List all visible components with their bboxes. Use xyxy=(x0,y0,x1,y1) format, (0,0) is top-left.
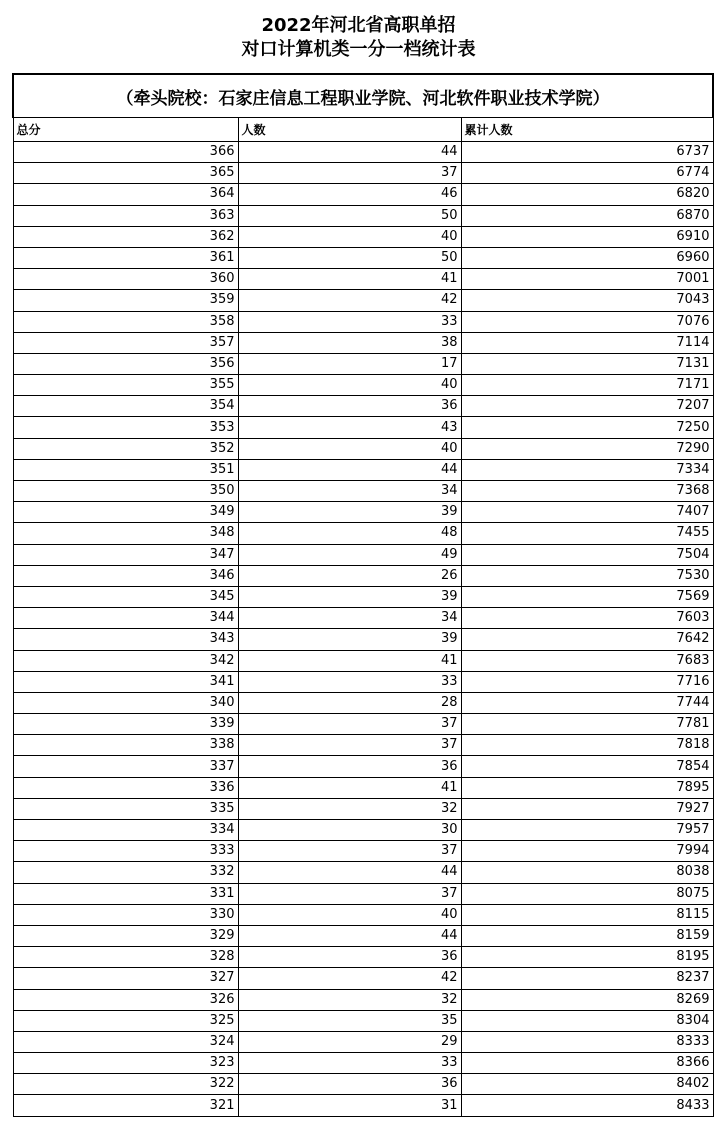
cell-count: 40 xyxy=(238,375,461,396)
cell-cumulative: 7114 xyxy=(461,332,713,353)
cell-count: 34 xyxy=(238,608,461,629)
cell-cumulative: 6820 xyxy=(461,184,713,205)
cell-cumulative: 8075 xyxy=(461,883,713,904)
cell-count: 40 xyxy=(238,226,461,247)
cell-count: 37 xyxy=(238,735,461,756)
cell-total-score: 322 xyxy=(13,1074,238,1095)
cell-count: 30 xyxy=(238,820,461,841)
cell-cumulative: 7250 xyxy=(461,417,713,438)
cell-total-score: 328 xyxy=(13,947,238,968)
cell-cumulative: 6774 xyxy=(461,163,713,184)
table-row xyxy=(13,989,713,1010)
cell-cumulative: 7131 xyxy=(461,353,713,374)
table-row xyxy=(13,820,713,841)
cell-cumulative: 7603 xyxy=(461,608,713,629)
cell-count: 50 xyxy=(238,205,461,226)
cell-count: 31 xyxy=(238,1095,461,1116)
cell-total-score: 330 xyxy=(13,904,238,925)
table-row xyxy=(13,756,713,777)
table-row xyxy=(13,735,713,756)
document-title xyxy=(0,14,717,62)
cell-cumulative: 7207 xyxy=(461,396,713,417)
table-row xyxy=(13,311,713,332)
cell-total-score: 327 xyxy=(13,968,238,989)
table-subtitle: （牵头院校：石家庄信息工程职业学院、河北软件职业技术学院） xyxy=(13,74,713,118)
table-row xyxy=(13,353,713,374)
cell-cumulative: 6870 xyxy=(461,205,713,226)
cell-count: 32 xyxy=(238,989,461,1010)
table-row xyxy=(13,163,713,184)
cell-count: 41 xyxy=(238,650,461,671)
cell-total-score: 358 xyxy=(13,311,238,332)
cell-count: 36 xyxy=(238,756,461,777)
cell-total-score: 324 xyxy=(13,1031,238,1052)
cell-cumulative: 7957 xyxy=(461,820,713,841)
cell-count: 39 xyxy=(238,629,461,650)
cell-total-score: 339 xyxy=(13,714,238,735)
cell-count: 38 xyxy=(238,332,461,353)
cell-count: 40 xyxy=(238,904,461,925)
cell-total-score: 332 xyxy=(13,862,238,883)
cell-count: 48 xyxy=(238,523,461,544)
cell-count: 41 xyxy=(238,777,461,798)
cell-count: 26 xyxy=(238,565,461,586)
table-row xyxy=(13,332,713,353)
table-row xyxy=(13,417,713,438)
title-line-2: 对口计算机类一分一档统计表 xyxy=(241,39,476,60)
cell-count: 33 xyxy=(238,1053,461,1074)
score-distribution-table xyxy=(12,73,714,1117)
cell-total-score: 365 xyxy=(13,163,238,184)
table-row xyxy=(13,904,713,925)
table-row xyxy=(13,862,713,883)
cell-cumulative: 8159 xyxy=(461,925,713,946)
cell-cumulative: 8115 xyxy=(461,904,713,925)
cell-total-score: 323 xyxy=(13,1053,238,1074)
cell-cumulative: 8304 xyxy=(461,1010,713,1031)
cell-count: 44 xyxy=(238,862,461,883)
table-row xyxy=(13,481,713,502)
table-row xyxy=(13,650,713,671)
cell-total-score: 357 xyxy=(13,332,238,353)
table-row xyxy=(13,269,713,290)
cell-total-score: 351 xyxy=(13,459,238,480)
cell-cumulative: 7001 xyxy=(461,269,713,290)
cell-count: 39 xyxy=(238,502,461,523)
cell-count: 42 xyxy=(238,290,461,311)
table-row xyxy=(13,692,713,713)
cell-cumulative: 7994 xyxy=(461,841,713,862)
cell-count: 40 xyxy=(238,438,461,459)
cell-cumulative: 8333 xyxy=(461,1031,713,1052)
table-row xyxy=(13,841,713,862)
cell-total-score: 346 xyxy=(13,565,238,586)
table-body xyxy=(13,142,713,1117)
cell-cumulative: 7076 xyxy=(461,311,713,332)
table-row xyxy=(13,247,713,268)
cell-cumulative: 6960 xyxy=(461,247,713,268)
cell-count: 32 xyxy=(238,798,461,819)
cell-count: 50 xyxy=(238,247,461,268)
cell-count: 37 xyxy=(238,841,461,862)
cell-cumulative: 7043 xyxy=(461,290,713,311)
cell-total-score: 363 xyxy=(13,205,238,226)
table-row xyxy=(13,883,713,904)
column-header-count: 人数 xyxy=(238,118,461,142)
cell-cumulative: 7744 xyxy=(461,692,713,713)
cell-count: 37 xyxy=(238,163,461,184)
cell-total-score: 359 xyxy=(13,290,238,311)
table-row xyxy=(13,184,713,205)
cell-count: 29 xyxy=(238,1031,461,1052)
cell-cumulative: 7504 xyxy=(461,544,713,565)
cell-count: 39 xyxy=(238,586,461,607)
table-row xyxy=(13,798,713,819)
cell-total-score: 364 xyxy=(13,184,238,205)
cell-total-score: 353 xyxy=(13,417,238,438)
cell-total-score: 333 xyxy=(13,841,238,862)
cell-cumulative: 7407 xyxy=(461,502,713,523)
cell-count: 35 xyxy=(238,1010,461,1031)
table-row xyxy=(13,205,713,226)
title-line-1: 2022年河北省高职单招 xyxy=(261,15,456,36)
cell-total-score: 338 xyxy=(13,735,238,756)
cell-total-score: 344 xyxy=(13,608,238,629)
cell-count: 49 xyxy=(238,544,461,565)
cell-total-score: 362 xyxy=(13,226,238,247)
cell-cumulative: 7368 xyxy=(461,481,713,502)
cell-count: 34 xyxy=(238,481,461,502)
cell-cumulative: 7530 xyxy=(461,565,713,586)
cell-cumulative: 7171 xyxy=(461,375,713,396)
cell-count: 44 xyxy=(238,142,461,163)
cell-count: 33 xyxy=(238,671,461,692)
cell-count: 36 xyxy=(238,396,461,417)
table-row xyxy=(13,396,713,417)
cell-cumulative: 8366 xyxy=(461,1053,713,1074)
cell-count: 44 xyxy=(238,925,461,946)
table-row xyxy=(13,1031,713,1052)
cell-count: 36 xyxy=(238,947,461,968)
table-row xyxy=(13,544,713,565)
cell-cumulative: 7716 xyxy=(461,671,713,692)
table-row xyxy=(13,142,713,163)
table-row xyxy=(13,1053,713,1074)
table-row xyxy=(13,1095,713,1116)
table-row xyxy=(13,925,713,946)
cell-cumulative: 6910 xyxy=(461,226,713,247)
cell-total-score: 343 xyxy=(13,629,238,650)
table-row xyxy=(13,565,713,586)
table-row xyxy=(13,608,713,629)
table-row xyxy=(13,968,713,989)
cell-count: 33 xyxy=(238,311,461,332)
table-row xyxy=(13,714,713,735)
cell-total-score: 329 xyxy=(13,925,238,946)
cell-total-score: 335 xyxy=(13,798,238,819)
table-row xyxy=(13,459,713,480)
cell-count: 36 xyxy=(238,1074,461,1095)
cell-total-score: 336 xyxy=(13,777,238,798)
table-row xyxy=(13,226,713,247)
table-row xyxy=(13,523,713,544)
cell-total-score: 349 xyxy=(13,502,238,523)
cell-total-score: 321 xyxy=(13,1095,238,1116)
cell-total-score: 354 xyxy=(13,396,238,417)
cell-cumulative: 8433 xyxy=(461,1095,713,1116)
cell-count: 37 xyxy=(238,714,461,735)
cell-cumulative: 7290 xyxy=(461,438,713,459)
cell-cumulative: 7854 xyxy=(461,756,713,777)
cell-total-score: 325 xyxy=(13,1010,238,1031)
cell-cumulative: 7455 xyxy=(461,523,713,544)
cell-total-score: 341 xyxy=(13,671,238,692)
table-row xyxy=(13,502,713,523)
table-row xyxy=(13,1074,713,1095)
cell-total-score: 360 xyxy=(13,269,238,290)
cell-count: 42 xyxy=(238,968,461,989)
cell-cumulative: 7781 xyxy=(461,714,713,735)
table-row xyxy=(13,1010,713,1031)
cell-cumulative: 8237 xyxy=(461,968,713,989)
cell-total-score: 337 xyxy=(13,756,238,777)
cell-total-score: 334 xyxy=(13,820,238,841)
cell-total-score: 361 xyxy=(13,247,238,268)
cell-cumulative: 7895 xyxy=(461,777,713,798)
cell-total-score: 345 xyxy=(13,586,238,607)
cell-count: 43 xyxy=(238,417,461,438)
cell-count: 44 xyxy=(238,459,461,480)
cell-cumulative: 7683 xyxy=(461,650,713,671)
cell-count: 46 xyxy=(238,184,461,205)
cell-total-score: 326 xyxy=(13,989,238,1010)
cell-total-score: 331 xyxy=(13,883,238,904)
table-row xyxy=(13,629,713,650)
cell-cumulative: 7818 xyxy=(461,735,713,756)
table-row xyxy=(13,438,713,459)
table-row xyxy=(13,671,713,692)
cell-total-score: 347 xyxy=(13,544,238,565)
cell-cumulative: 6737 xyxy=(461,142,713,163)
cell-cumulative: 8402 xyxy=(461,1074,713,1095)
cell-count: 37 xyxy=(238,883,461,904)
cell-total-score: 340 xyxy=(13,692,238,713)
cell-cumulative: 7927 xyxy=(461,798,713,819)
cell-total-score: 348 xyxy=(13,523,238,544)
cell-total-score: 356 xyxy=(13,353,238,374)
cell-total-score: 352 xyxy=(13,438,238,459)
table-row xyxy=(13,947,713,968)
cell-cumulative: 8038 xyxy=(461,862,713,883)
cell-count: 41 xyxy=(238,269,461,290)
cell-cumulative: 7642 xyxy=(461,629,713,650)
cell-cumulative: 7334 xyxy=(461,459,713,480)
cell-count: 17 xyxy=(238,353,461,374)
cell-total-score: 366 xyxy=(13,142,238,163)
cell-cumulative: 8195 xyxy=(461,947,713,968)
column-header-total-score: 总分 xyxy=(13,118,238,142)
table-row xyxy=(13,375,713,396)
table-row xyxy=(13,777,713,798)
cell-cumulative: 7569 xyxy=(461,586,713,607)
table-row xyxy=(13,586,713,607)
cell-cumulative: 8269 xyxy=(461,989,713,1010)
cell-total-score: 342 xyxy=(13,650,238,671)
column-header-cumulative: 累计人数 xyxy=(461,118,713,142)
cell-total-score: 350 xyxy=(13,481,238,502)
table-row xyxy=(13,290,713,311)
cell-count: 28 xyxy=(238,692,461,713)
cell-total-score: 355 xyxy=(13,375,238,396)
